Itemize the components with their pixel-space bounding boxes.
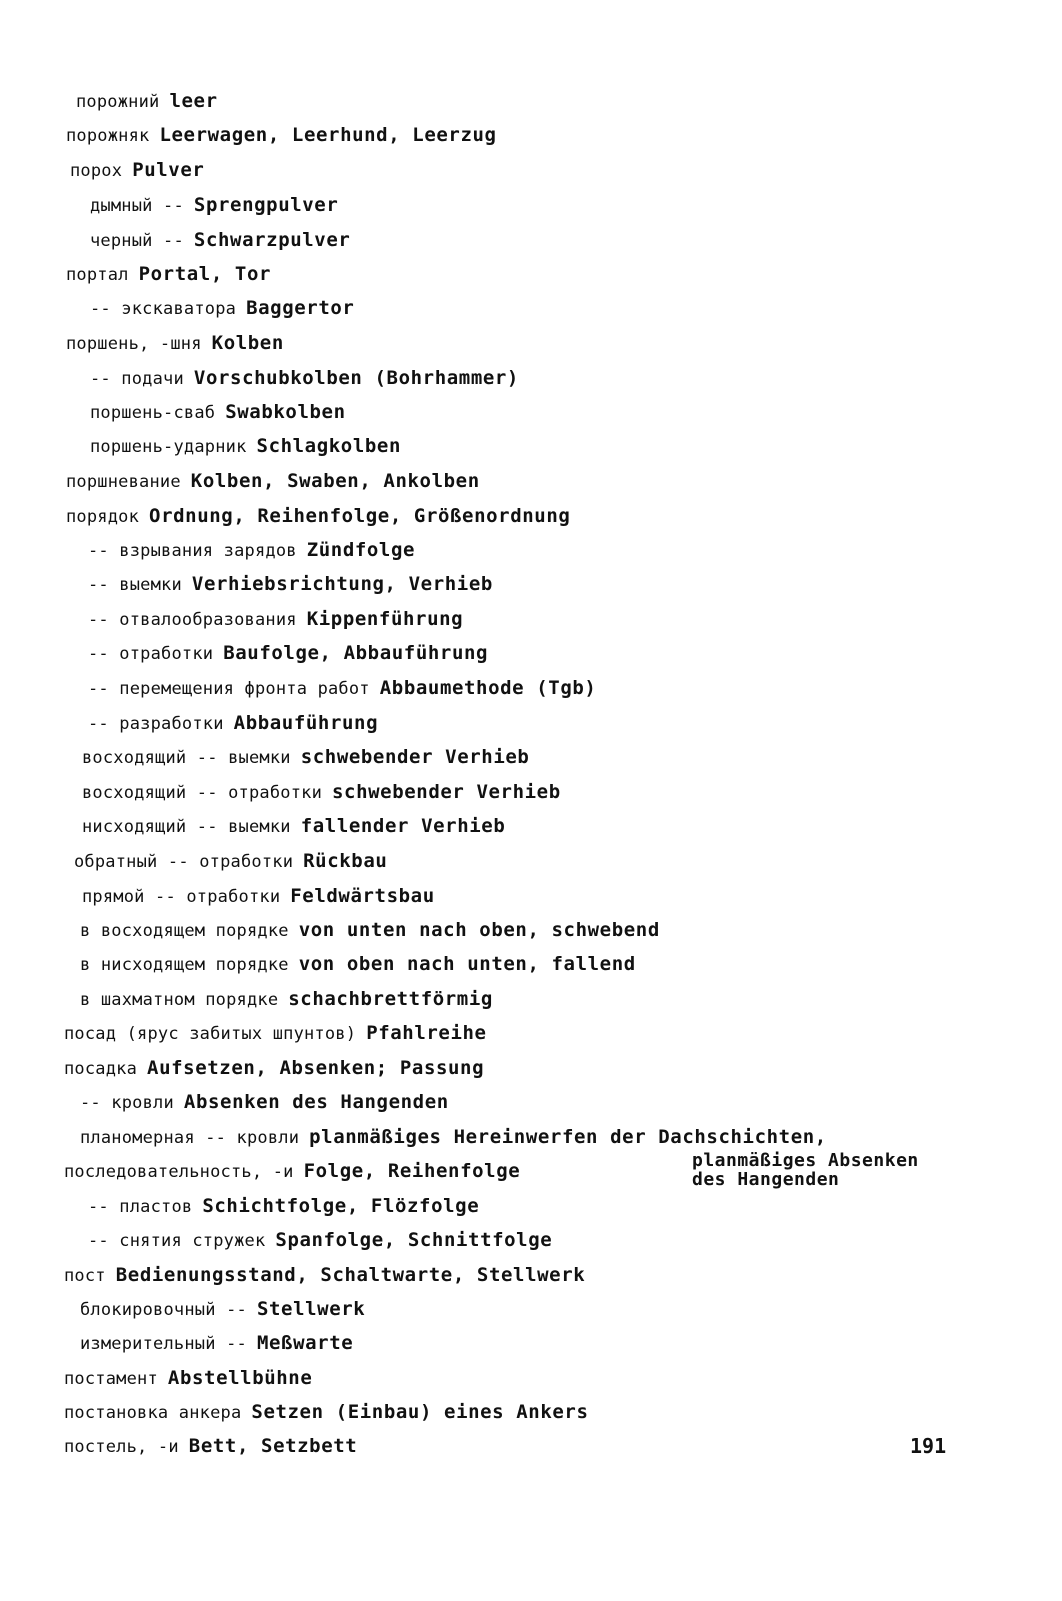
german-translation: Bedienungsstand, Schaltwarte, Stellwerk [115,1264,586,1286]
german-translation: planmäßiges Hereinwerfen der Dachschichten, [309,1126,827,1148]
german-translation: schachbrettförmig [288,988,493,1010]
dictionary-entry [82,884,435,909]
russian-term: восходящий -- отработки [82,783,323,803]
german-translation: schwebender Verhieb [300,746,530,768]
dictionary-entry [76,89,218,114]
german-translation: Ordnung, Reihenfolge, Größenordnung [149,505,571,527]
german-translation: Verhiebsrichtung, Verhieb [191,573,493,595]
dictionary-entry [88,1194,479,1219]
german-translation: Zündfolge [306,539,416,561]
dictionary-entry [64,1400,589,1425]
russian-term: -- снятия стружек [88,1231,266,1251]
german-translation: Kolben [211,332,284,354]
german-translation: Portal, Tor [138,263,272,285]
russian-term: блокировочный -- [80,1300,247,1320]
russian-term: черный -- [90,231,184,251]
russian-term: посадка [64,1059,138,1079]
russian-term: -- экскаватора [90,299,237,319]
german-translation: Aufsetzen, Absenken; Passung [147,1057,485,1079]
dictionary-entry [88,607,463,632]
german-translation: Setzen (Einbau) eines Ankers [251,1401,589,1423]
german-translation: von oben nach unten, fallend [298,953,636,975]
german-translation: schwebender Verhieb [332,781,561,803]
dictionary-entry [66,123,497,148]
dictionary-entry [90,400,346,425]
german-translation: Pulver [132,159,205,181]
russian-term: -- взрывания зарядов [88,541,297,561]
dictionary-entry [80,987,493,1012]
dictionary-entry [90,434,401,459]
german-translation: Schichtfolge, Flözfolge [202,1195,480,1217]
russian-term: -- подачи [90,369,184,389]
dictionary-entry [64,1366,312,1391]
side-note: planmäßiges Absenken des Hangenden [692,1150,919,1190]
dictionary-entry [74,849,387,874]
german-translation: Vorschubkolben (Bohrhammer) [193,367,519,389]
dictionary-entry [88,676,596,701]
dictionary-entry [66,331,284,356]
russian-term: прямой -- отработки [82,887,281,907]
dictionary-entry [80,1090,449,1115]
russian-term: восходящий -- выемки [82,748,291,768]
dictionary-entry [82,780,561,805]
russian-term: обратный -- отработки [74,852,294,872]
dictionary-entry [88,641,488,666]
german-translation: von unten nach oben, schwebend [298,919,660,941]
russian-term: измерительный -- [80,1334,247,1354]
russian-term: пост [64,1266,106,1286]
dictionary-entry [70,158,204,183]
dictionary-entry [80,1297,365,1322]
german-translation: Swabkolben [225,401,346,423]
russian-term: поршневание [66,472,181,492]
dictionary-entry [88,711,378,736]
russian-term: поршень-сваб [90,403,216,423]
russian-term: поршень, -шня [66,334,202,354]
russian-term: -- кровли [80,1093,174,1113]
russian-term: посад (ярус забитых шпунтов) [64,1024,357,1044]
dictionary-entry [66,504,570,529]
russian-term: постамент [64,1369,158,1389]
russian-term: в нисходящем порядке [80,955,289,975]
russian-term: поршень-ударник [90,437,247,457]
dictionary-entry [64,1056,484,1081]
russian-term: -- отработки [88,644,214,664]
dictionary-entry [64,1434,357,1459]
german-translation: Baufolge, Abbauführung [223,642,489,664]
dictionary-entry [80,918,660,943]
german-translation: Sprengpulver [193,194,339,216]
page-number: 191 [910,1434,947,1458]
russian-term: -- отвалообразования [88,610,297,630]
dictionary-entry [66,469,480,494]
dictionary-entry [90,228,350,253]
russian-term: в шахматном порядке [80,990,279,1010]
russian-term: постановка анкера [64,1403,242,1423]
german-translation: Baggertor [246,297,355,319]
dictionary-entry [64,1021,487,1046]
german-translation: leer [169,90,218,112]
german-translation: Folge, Reihenfolge [303,1160,521,1182]
german-translation: Pfahlreihe [366,1022,487,1044]
german-translation: Leerwagen, Leerhund, Leerzug [159,124,497,146]
russian-term: последовательность, -и [64,1162,294,1182]
dictionary-entry [82,814,505,839]
russian-term: портал [66,265,129,285]
german-translation: Kolben, Swaben, Ankolben [190,470,480,492]
russian-term: -- разработки [88,714,224,734]
russian-term: постель, -и [64,1437,179,1457]
german-translation: Abstellbühne [167,1367,313,1389]
russian-term: -- выемки [88,575,182,595]
german-translation: Kippenführung [306,608,464,630]
dictionary-entry [80,1331,353,1356]
dictionary-entry [90,366,519,391]
dictionary-entry [80,952,636,977]
german-translation: Bett, Setzbett [188,1435,358,1457]
german-translation: Meßwarte [256,1332,354,1354]
russian-term: дымный -- [90,196,184,216]
dictionary-entry [88,538,415,563]
russian-term: порох [70,161,123,181]
dictionary-entry [64,1263,585,1288]
german-translation: Schlagkolben [256,435,401,457]
dictionary-entry [64,1159,520,1184]
russian-term: планомерная -- кровли [80,1128,300,1148]
dictionary-entry [88,572,493,597]
dictionary-entry [66,262,271,287]
german-translation: Abbauführung [233,712,379,734]
german-translation: Absenken des Hangenden [183,1091,449,1113]
russian-term: порожний [76,92,160,112]
german-translation: Stellwerk [256,1298,366,1320]
russian-term: -- пластов [88,1197,193,1217]
russian-term: -- перемещения фронта работ [88,679,370,699]
german-translation: fallender Verhieb [300,815,506,837]
german-translation: Spanfolge, Schnittfolge [275,1229,553,1251]
german-translation: Feldwärtsbau [290,885,435,907]
dictionary-entry [82,745,529,770]
dictionary-entry [80,1125,827,1150]
german-translation: Abbaumethode (Tgb) [379,677,597,699]
russian-term: в восходящем порядке [80,921,289,941]
russian-term: порожняк [66,126,150,146]
dictionary-entry [90,296,354,321]
german-translation: Rückbau [303,850,388,872]
russian-term: порядок [66,507,140,527]
german-translation: Schwarzpulver [193,229,351,251]
russian-term: нисходящий -- выемки [82,817,291,837]
dictionary-entry [90,193,338,218]
dictionary-entry [88,1228,552,1253]
